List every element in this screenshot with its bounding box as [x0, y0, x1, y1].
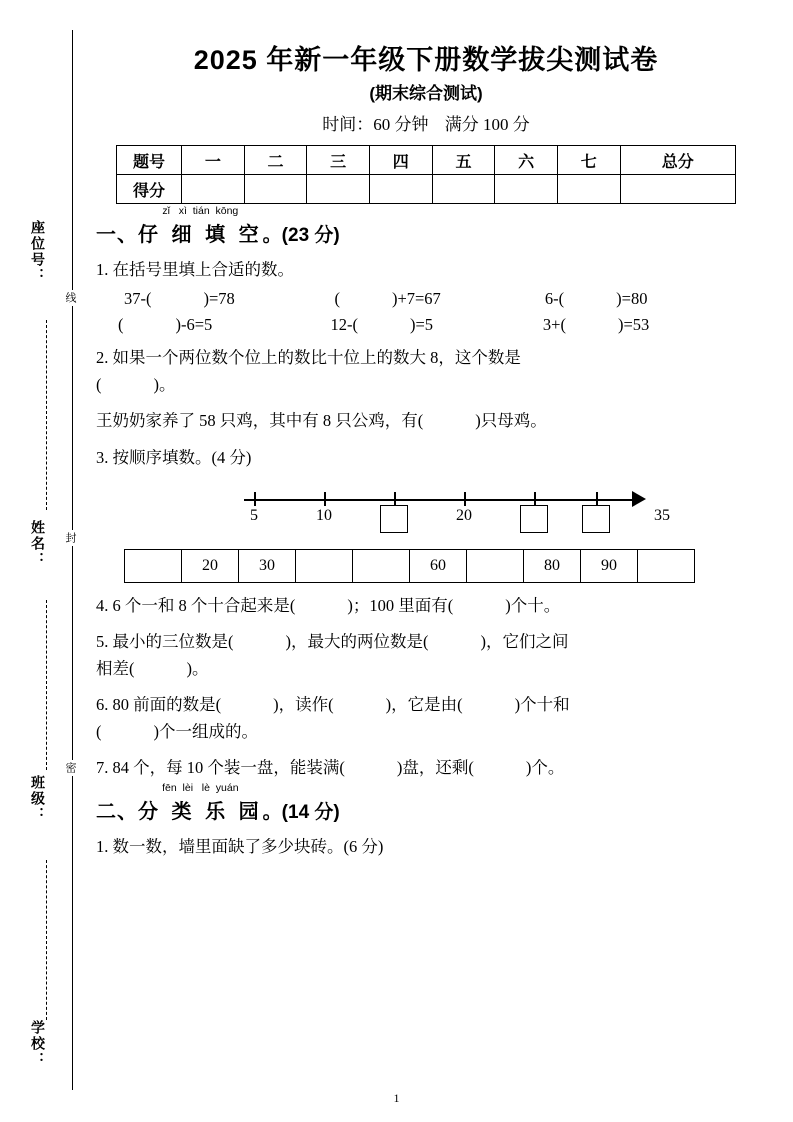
section-title-with-pinyin	[138, 205, 263, 247]
score-cell[interactable]	[307, 175, 370, 204]
total-score: 满分 100 分	[444, 115, 530, 134]
number-line-label-4: 20	[456, 506, 472, 524]
seq-cell-5[interactable]	[353, 549, 410, 582]
eq-left: 6-(	[544, 289, 565, 309]
tick-mark	[254, 492, 256, 506]
q6-part-b: )，读作(	[273, 695, 334, 715]
section2-question-1: 1. 数一数，墙里面缺了多少块砖。(6 分)	[96, 837, 384, 857]
question-2-extra	[96, 408, 756, 434]
q5-part-e: )。	[186, 658, 209, 678]
equation	[118, 315, 330, 335]
number-line-label-7: 35	[654, 506, 670, 524]
time-limit: 时间：60 分钟	[322, 115, 429, 134]
question-4	[96, 593, 756, 619]
table-row	[125, 549, 695, 582]
answer-box[interactable]	[582, 505, 610, 533]
sequence-table	[124, 549, 695, 583]
section-title: 分 类 乐 园	[138, 801, 263, 824]
q6-part-e: (	[96, 721, 102, 741]
seq-cell-9: 90	[581, 549, 638, 582]
section-title-with-pinyin	[138, 782, 263, 824]
q2-extra-text: 王奶奶家养了 58 只鸡，其中有 8 只公鸡，有(	[96, 411, 424, 431]
section-heading-1	[96, 205, 756, 247]
score-table	[116, 145, 736, 204]
question-1: 1. 在括号里填上合适的数。	[96, 260, 294, 279]
equation-row-1	[96, 289, 756, 309]
score-col-3: 三	[307, 146, 370, 175]
equation	[334, 289, 544, 309]
main-content	[96, 30, 756, 865]
question-2-text: 2. 如果一个两位数个位上的数比十位上的数大 8，这个数是	[96, 348, 521, 368]
pinyin-annotation: fēn lèi lè yuán	[162, 782, 239, 795]
seq-cell-7[interactable]	[467, 549, 524, 582]
tick-mark	[394, 492, 396, 506]
field-seat-number: 座位号：	[30, 220, 46, 284]
tick-mark	[534, 492, 536, 506]
number-line-diagram	[96, 481, 756, 541]
q4-part-b: )；100 里面有(	[347, 595, 454, 615]
section-index: 一、	[96, 224, 138, 246]
section-title: 仔 细 填 空	[138, 224, 263, 246]
question-2	[96, 345, 756, 398]
section-points: 。(14 分)	[262, 802, 340, 824]
q5-part-b: )，最大的两位数是(	[285, 632, 429, 652]
eq-left: (	[118, 315, 124, 335]
page-number: 1	[393, 1091, 400, 1105]
section-heading-2	[96, 782, 756, 824]
score-row-label: 得分	[117, 175, 182, 204]
table-row	[117, 146, 736, 175]
q5-part-c: )，它们之间	[480, 632, 569, 652]
seq-cell-10[interactable]	[638, 549, 695, 582]
exam-meta	[96, 110, 756, 135]
number-line-label-1: 5	[250, 506, 258, 524]
q7-part-b: )盘，还剩(	[396, 757, 474, 777]
equation	[543, 315, 755, 335]
eq-right: )=78	[203, 289, 235, 309]
answer-box[interactable]	[380, 505, 408, 533]
equation	[124, 289, 334, 309]
seal-word-1: 线	[64, 292, 76, 304]
score-cell[interactable]	[620, 175, 735, 204]
page-title: 2025 年新一年级下册数学拔尖测试卷	[193, 45, 659, 75]
equation	[545, 289, 755, 309]
seq-cell-6: 60	[410, 549, 467, 582]
seq-cell-8: 80	[524, 549, 581, 582]
q6-part-d: )个十和	[514, 695, 570, 715]
eq-right: )=80	[616, 289, 648, 309]
score-col-total: 总分	[620, 146, 735, 175]
section-index: 二、	[96, 801, 138, 824]
eq-left: 12-(	[330, 315, 358, 335]
number-line-axis	[244, 499, 634, 501]
equation-row-2	[96, 315, 756, 335]
question-6	[96, 692, 756, 745]
q7-part-a: 7. 84 个，每 10 个装一盘，能装满(	[96, 757, 345, 777]
field-school: 学校：	[30, 1020, 46, 1068]
score-col-1: 一	[182, 146, 245, 175]
question-5	[96, 629, 756, 682]
eq-right: )=53	[617, 315, 650, 335]
eq-left: 37-(	[124, 289, 152, 309]
field-class: 班级：	[30, 775, 46, 823]
page-subtitle: (期末综合测试)	[369, 84, 483, 103]
question-7	[96, 755, 756, 781]
left-margin-column	[28, 30, 68, 1090]
tick-mark	[596, 492, 598, 506]
seq-cell-1[interactable]	[125, 549, 182, 582]
seq-cell-4[interactable]	[296, 549, 353, 582]
tick-mark	[464, 492, 466, 506]
table-row	[117, 175, 736, 204]
field-name: 姓名：	[30, 520, 46, 568]
answer-box[interactable]	[520, 505, 548, 533]
q6-part-a: 6. 80 前面的数是(	[96, 695, 222, 715]
seq-cell-3: 30	[239, 549, 296, 582]
score-cell[interactable]	[369, 175, 432, 204]
eq-right: )=5	[409, 315, 434, 335]
score-cell[interactable]	[557, 175, 620, 204]
eq-left: (	[334, 289, 340, 309]
score-col-7: 七	[557, 146, 620, 175]
section-points: 。(23 分)	[262, 225, 340, 246]
dashed-rule-2	[46, 600, 47, 770]
score-col-4: 四	[369, 146, 432, 175]
score-cell[interactable]	[495, 175, 558, 204]
score-col-2: 二	[244, 146, 307, 175]
seal-word-3: 密	[64, 762, 76, 774]
pinyin-annotation: zǐ xì tián kōng	[162, 205, 239, 217]
score-col-5: 五	[432, 146, 495, 175]
equation	[330, 315, 542, 335]
eq-right: )-6=5	[175, 315, 213, 335]
score-cell[interactable]	[244, 175, 307, 204]
q2-extra-tail: )只母鸡。	[475, 411, 547, 431]
dashed-rule-3	[46, 860, 47, 1020]
q7-part-c: )个。	[525, 757, 565, 777]
question-3: 3. 按顺序填数。(4 分)	[96, 447, 252, 467]
tick-mark	[324, 492, 326, 506]
q6-part-c: )，它是由(	[385, 695, 463, 715]
q4-part-a: 4. 6 个一和 8 个十合起来是(	[96, 595, 296, 615]
score-row-label: 题号	[117, 146, 182, 175]
q4-part-c: )个十。	[505, 595, 561, 615]
seq-cell-2: 20	[182, 549, 239, 582]
q5-part-d: 相差(	[96, 658, 135, 678]
q6-part-f: )个一组成的。	[153, 721, 258, 741]
q5-part-a: 5. 最小的三位数是(	[96, 632, 234, 652]
eq-right: )+7=67	[391, 289, 441, 309]
q2-blank-open: (	[96, 374, 102, 394]
number-line-label-2: 10	[316, 506, 332, 524]
score-col-6: 六	[495, 146, 558, 175]
q2-blank-close: )。	[153, 374, 176, 394]
score-cell[interactable]	[432, 175, 495, 204]
seal-line	[72, 30, 73, 1090]
dashed-rule-1	[46, 320, 47, 510]
score-cell[interactable]	[182, 175, 245, 204]
seal-word-2: 封	[64, 532, 76, 544]
arrow-right-icon	[632, 491, 646, 507]
eq-left: 3+(	[542, 315, 566, 335]
